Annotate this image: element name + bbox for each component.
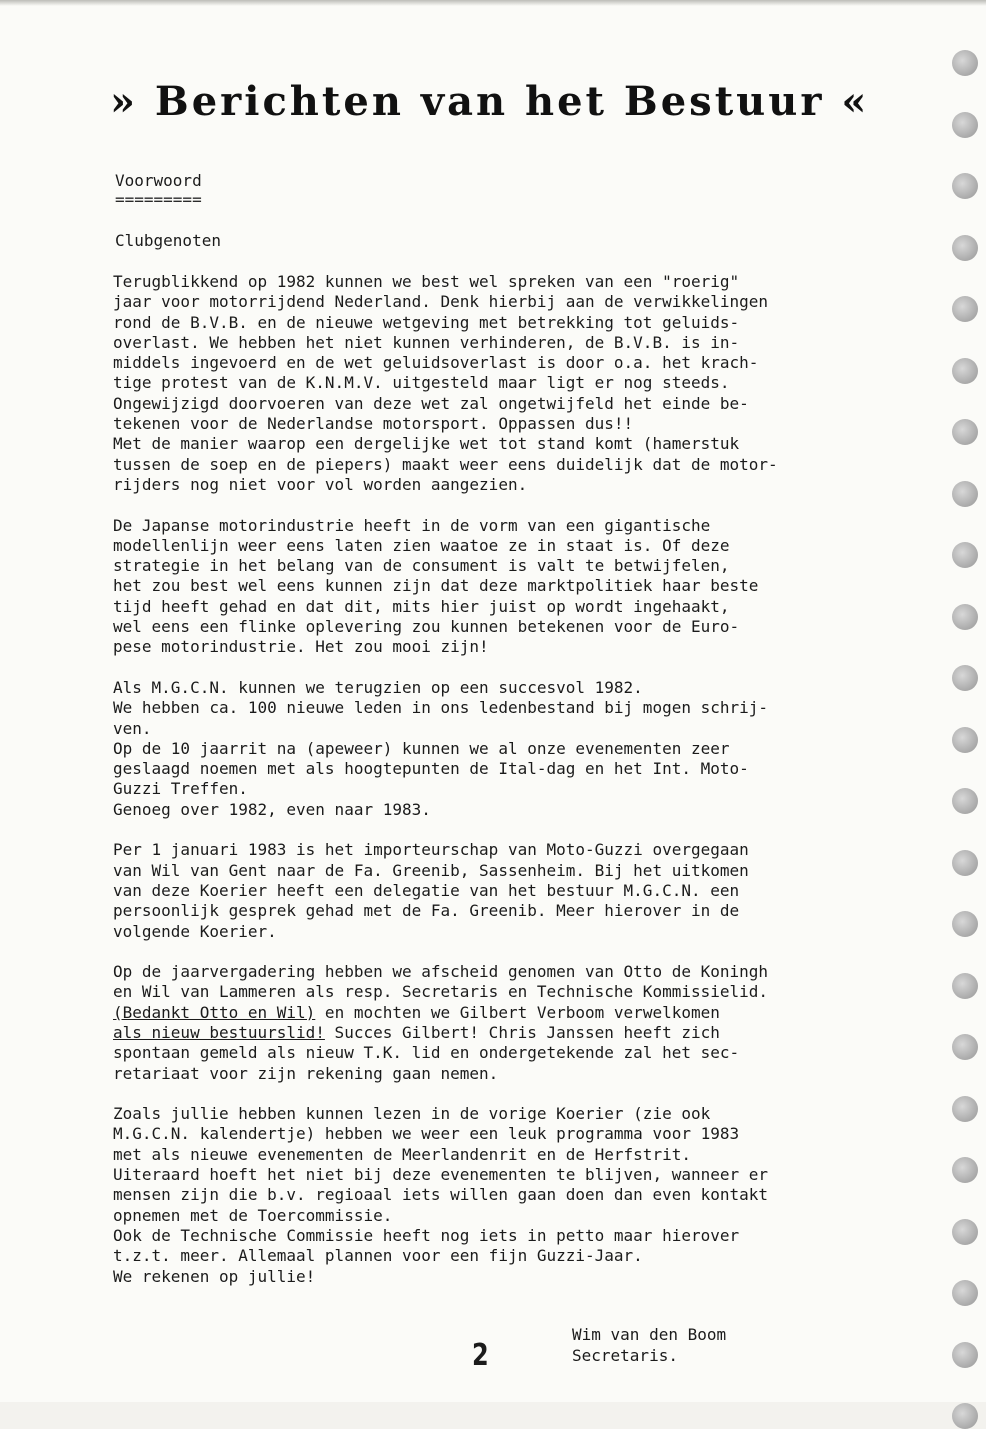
text-line: Guzzi Treffen. [113, 779, 248, 799]
text-line: van deze Koerier heeft een delegatie van het bestuur M.G.C.N. een [113, 880, 740, 900]
text-line: De Japanse motorindustrie heeft in de vorm van een gigantische [113, 515, 711, 535]
text-line: jaar voor motorrijdend Nederland. Denk hierbij aan de verwikkelingen [113, 292, 769, 312]
section-title-underline: ========= [115, 190, 202, 209]
paragraph [113, 1104, 943, 1287]
text-line: spontaan gemeld als nieuw T.K. lid en ondergetekende zal het sec- [113, 1043, 740, 1063]
text-line: Uiteraard hoeft het niet bij deze evenementen te blijven, wanneer er [113, 1165, 769, 1185]
signature-block [572, 1324, 726, 1366]
binding-hole [952, 1157, 978, 1183]
binding-hole [952, 1096, 978, 1122]
binding-hole [952, 481, 978, 507]
binding-hole [952, 112, 978, 138]
page-title: » Berichten van het Bestuur « [110, 78, 870, 125]
paragraph [113, 516, 943, 658]
binding-hole [952, 419, 978, 445]
signature-name: Wim van den Boom [572, 1325, 727, 1344]
text-line: (Bedankt Otto en Wil) en mochten we Gilbert Verboom verwelkomen [113, 1002, 720, 1022]
text-line: tijd heeft gehad en dat dit, mits hier juist op wordt ingehaakt, [113, 596, 730, 616]
binding-hole [952, 1219, 978, 1245]
salutation: Clubgenoten [115, 231, 221, 250]
text-line: overlast. We hebben het niet kunnen verhinderen, de B.V.B. is in- [113, 332, 740, 352]
text-line: We hebben ca. 100 nieuwe leden in ons ledenbestand bij mogen schrij- [113, 698, 769, 718]
binding-hole [952, 235, 978, 261]
text-line: persoonlijk gesprek gehad met de Fa. Greenib. Meer hierover in de [113, 901, 740, 921]
binding-hole [952, 788, 978, 814]
text-line: Ook de Technische Commissie heeft nog iets in petto maar hierover [113, 1225, 740, 1245]
binding-hole [952, 173, 978, 199]
paragraph-gap [113, 942, 943, 962]
text-line: geslaagd noemen met als hoogtepunten de Ital-dag en het Int. Moto- [113, 759, 749, 779]
text-line: ven. [113, 718, 152, 738]
text-line: van Wil van Gent naar de Fa. Greenib, Sassenheim. Bij het uitkomen [113, 860, 749, 880]
text-line: Zoals jullie hebben kunnen lezen in de vorige Koerier (zie ook [113, 1104, 711, 1124]
show-through-background [200, 140, 840, 200]
paragraph-gap [113, 820, 943, 840]
binding-hole [952, 1280, 978, 1306]
text-line: rond de B.V.B. en de nieuwe wetgeving met betrekking tot geluids- [113, 312, 740, 332]
text-line: tige protest van de K.N.M.V. uitgesteld maar ligt er nog steeds. [113, 373, 730, 393]
binding-hole [952, 911, 978, 937]
paragraph [113, 962, 943, 1084]
paragraph [113, 272, 943, 495]
text-line: middels ingevoerd en de wet geluidsoverlast is door o.a. het krach- [113, 353, 759, 373]
text-line: mensen zijn die b.v. regioaal iets willen gaan doen dan even kontakt [113, 1185, 769, 1205]
binding-hole [952, 358, 978, 384]
page-top-edge [0, 0, 986, 6]
text-line: M.G.C.N. kalendertje) hebben we weer een leuk programma voor 1983 [113, 1124, 740, 1144]
text-line: tussen de soep en de piepers) maakt weer eens duidelijk dat de motor- [113, 454, 778, 474]
text-line: modellenlijn weer eens laten zien waatoe ze in staat is. Of deze [113, 535, 730, 555]
text-line: Op de jaarvergadering hebben we afscheid genomen van Otto de Koningh [113, 962, 769, 982]
text-line: opnemen met de Toercommissie. [113, 1205, 393, 1225]
binding-hole [952, 665, 978, 691]
text-line: Ongewijzigd doorvoeren van deze wet zal ongetwijfeld het einde be- [113, 393, 749, 413]
letter-body [113, 272, 943, 1287]
paragraph-gap [113, 1084, 943, 1104]
spiral-binding [946, 0, 986, 1402]
text-line: We rekenen op jullie! [113, 1266, 316, 1286]
binding-hole [952, 1342, 978, 1368]
text-line: tekenen voor de Nederlandse motorsport. Oppassen dus!! [113, 414, 634, 434]
text-line: Met de manier waarop een dergelijke wet tot stand komt (hamerstuk [113, 434, 740, 454]
text-line: het zou best wel eens kunnen zijn dat deze marktpolitiek haar beste [113, 576, 759, 596]
binding-hole [952, 542, 978, 568]
text-line: Terugblikkend op 1982 kunnen we best wel spreken van een "roerig" [113, 272, 740, 291]
binding-hole [952, 50, 978, 76]
text-line: strategie in het belang van de consument is valt te betwijfelen, [113, 556, 730, 576]
text-line: en Wil van Lammeren als resp. Secretaris en Technische Kommissielid. [113, 982, 769, 1002]
binding-hole [952, 1034, 978, 1060]
text-line: volgende Koerier. [113, 921, 277, 941]
text-line: Op de 10 jaarrit na (apeweer) kunnen we al onze evenementen zeer [113, 738, 730, 758]
signature-role: Secretaris. [572, 1346, 678, 1365]
paragraph-gap [113, 495, 943, 515]
text-line: retariaat voor zijn rekening gaan nemen. [113, 1063, 499, 1083]
binding-hole [952, 604, 978, 630]
text-line: Genoeg over 1982, even naar 1983. [113, 799, 431, 819]
text-line: als nieuw bestuurslid! Succes Gilbert! Chris Janssen heeft zich [113, 1022, 720, 1042]
binding-hole [952, 296, 978, 322]
text-line: pese motorindustrie. Het zou mooi zijn! [113, 637, 489, 657]
paragraph [113, 840, 943, 941]
text-line: t.z.t. meer. Allemaal plannen voor een fijn Guzzi-Jaar. [113, 1246, 643, 1266]
page-number: 2 [472, 1338, 489, 1373]
paragraph-gap [113, 658, 943, 678]
text-line: met als nieuwe evenementen de Meerlandenrit en de Herfstrit. [113, 1144, 691, 1164]
text-line: Per 1 januari 1983 is het importeurschap van Moto-Guzzi overgegaan [113, 840, 749, 860]
section-title: Voorwoord [115, 171, 202, 190]
text-line: wel eens een flinke oplevering zou kunnen betekenen voor de Euro- [113, 617, 740, 637]
paragraph [113, 678, 943, 820]
binding-hole [952, 1403, 978, 1429]
text-line: rijders nog niet voor vol worden aangezien. [113, 474, 528, 494]
text-line: Als M.G.C.N. kunnen we terugzien op een succesvol 1982. [113, 677, 643, 697]
binding-hole [952, 973, 978, 999]
binding-hole [952, 727, 978, 753]
binding-hole [952, 850, 978, 876]
